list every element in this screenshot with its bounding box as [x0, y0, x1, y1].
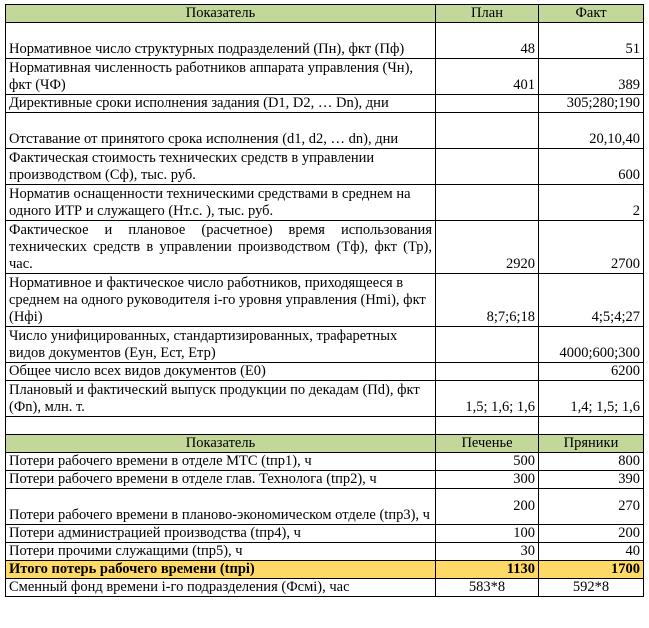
table-row	[6, 327, 644, 363]
table-row	[6, 185, 644, 221]
fact-cell[interactable]: 2	[539, 185, 644, 221]
header-cell[interactable]: Пряники	[539, 435, 644, 453]
gingerbread-cell[interactable]: 800	[539, 453, 644, 471]
total-biscuits-cell[interactable]: 1130	[436, 561, 539, 579]
gingerbread-cell[interactable]: 592*8	[539, 579, 644, 597]
fact-cell[interactable]: 4;5;4;27	[539, 274, 644, 327]
empty-cell[interactable]	[436, 417, 539, 435]
header-cell[interactable]: Факт	[539, 5, 644, 23]
label-cell[interactable]: Нормативное число структурных подразделений (Пн), фкт (Пф)	[6, 23, 436, 59]
total-row	[6, 561, 644, 579]
table1-header-row	[6, 5, 644, 23]
table2-header-row	[6, 435, 644, 453]
spreadsheet	[5, 4, 643, 597]
header-cell[interactable]: Показатель	[6, 5, 436, 23]
table-row	[6, 381, 644, 417]
label-cell[interactable]: Нормативное и фактическое число работников, приходящееся в среднем на одного руководителя i-го уровня управления (Hmi), фкт (Нфi)	[6, 274, 436, 327]
table-row	[6, 95, 644, 113]
fact-cell[interactable]: 305;280;190	[539, 95, 644, 113]
label-cell[interactable]: Потери рабочего времени в планово-экономическом отделе (tпр3), ч	[6, 489, 436, 525]
label-cell[interactable]: Отставание от принятого срока исполнения (d1, d2, … dn), дни	[6, 113, 436, 149]
plan-cell[interactable]	[436, 185, 539, 221]
table-row	[6, 23, 644, 59]
biscuits-cell[interactable]: 100	[436, 525, 539, 543]
label-cell[interactable]: Фактическая стоимость технических средств в управлении производством (Сф), тыс. руб.	[6, 149, 436, 185]
gingerbread-cell[interactable]: 270	[539, 489, 644, 525]
biscuits-cell[interactable]: 200	[436, 489, 539, 525]
biscuits-cell[interactable]: 500	[436, 453, 539, 471]
plan-cell[interactable]	[436, 113, 539, 149]
gingerbread-cell[interactable]: 200	[539, 525, 644, 543]
label-cell[interactable]: Сменный фонд времени i-го подразделения (Фсмi), час	[6, 579, 436, 597]
table-row	[6, 274, 644, 327]
table-row	[6, 113, 644, 149]
table-row	[6, 525, 644, 543]
table-row	[6, 471, 644, 489]
table-row	[6, 579, 644, 597]
empty-row	[6, 417, 644, 435]
header-cell[interactable]: Показатель	[6, 435, 436, 453]
total-label-cell[interactable]: Итого потерь рабочего времени (tпрi)	[6, 561, 436, 579]
table-row	[6, 489, 644, 525]
plan-cell[interactable]: 401	[436, 59, 539, 95]
table-row	[6, 363, 644, 381]
table-row	[6, 59, 644, 95]
fact-cell[interactable]: 2700	[539, 221, 644, 274]
label-cell[interactable]: Директивные сроки исполнения задания (D1, D2, … Dn), дни	[6, 95, 436, 113]
label-cell[interactable]: Число унифицированных, стандартизированных, трафаретных видов документов (Еун, Ест, Етр)	[6, 327, 436, 363]
fact-cell[interactable]: 51	[539, 23, 644, 59]
gingerbread-cell[interactable]: 390	[539, 471, 644, 489]
table-row	[6, 149, 644, 185]
fact-cell[interactable]: 389	[539, 59, 644, 95]
data-table	[5, 4, 644, 597]
plan-cell[interactable]	[436, 95, 539, 113]
fact-cell[interactable]: 4000;600;300	[539, 327, 644, 363]
empty-cell[interactable]	[539, 417, 644, 435]
label-cell[interactable]: Потери рабочего времени в отделе МТС (tпр1), ч	[6, 453, 436, 471]
header-cell[interactable]: План	[436, 5, 539, 23]
label-cell[interactable]: Потери рабочего времени в отделе глав. Технолога (tпр2), ч	[6, 471, 436, 489]
plan-cell[interactable]: 8;7;6;18	[436, 274, 539, 327]
table-row	[6, 221, 644, 274]
label-cell[interactable]: Общее число всех видов документов (Е0)	[6, 363, 436, 381]
label-cell[interactable]: Потери прочими служащими (tпр5), ч	[6, 543, 436, 561]
plan-cell[interactable]: 1,5; 1,6; 1,6	[436, 381, 539, 417]
fact-cell[interactable]: 6200	[539, 363, 644, 381]
fact-cell[interactable]: 20,10,40	[539, 113, 644, 149]
table-row	[6, 543, 644, 561]
plan-cell[interactable]	[436, 363, 539, 381]
biscuits-cell[interactable]: 300	[436, 471, 539, 489]
total-gingerbread-cell[interactable]: 1700	[539, 561, 644, 579]
plan-cell[interactable]	[436, 149, 539, 185]
label-cell[interactable]: Нормативная численность работников аппарата управления (Чн), фкт (ЧФ)	[6, 59, 436, 95]
gingerbread-cell[interactable]: 40	[539, 543, 644, 561]
fact-cell[interactable]: 1,4; 1,5; 1,6	[539, 381, 644, 417]
label-cell[interactable]: Потери администрацией производства (tпр4), ч	[6, 525, 436, 543]
fact-cell[interactable]: 600	[539, 149, 644, 185]
biscuits-cell[interactable]: 583*8	[436, 579, 539, 597]
label-cell[interactable]: Фактическое и плановое (расчетное) время использования технических средств в управлении производством (Тф), фкт (Тр), час.	[6, 221, 436, 274]
biscuits-cell[interactable]: 30	[436, 543, 539, 561]
table-row	[6, 453, 644, 471]
label-cell[interactable]: Плановый и фактический выпуск продукции по декадам (Пd), фкт (Фn), млн. т.	[6, 381, 436, 417]
label-cell[interactable]: Норматив оснащенности техническими средствами в среднем на одного ИТР и служащего (Нт.с. ), тыс. руб.	[6, 185, 436, 221]
empty-cell[interactable]	[6, 417, 436, 435]
plan-cell[interactable]	[436, 327, 539, 363]
header-cell[interactable]: Печенье	[436, 435, 539, 453]
plan-cell[interactable]: 2920	[436, 221, 539, 274]
plan-cell[interactable]: 48	[436, 23, 539, 59]
